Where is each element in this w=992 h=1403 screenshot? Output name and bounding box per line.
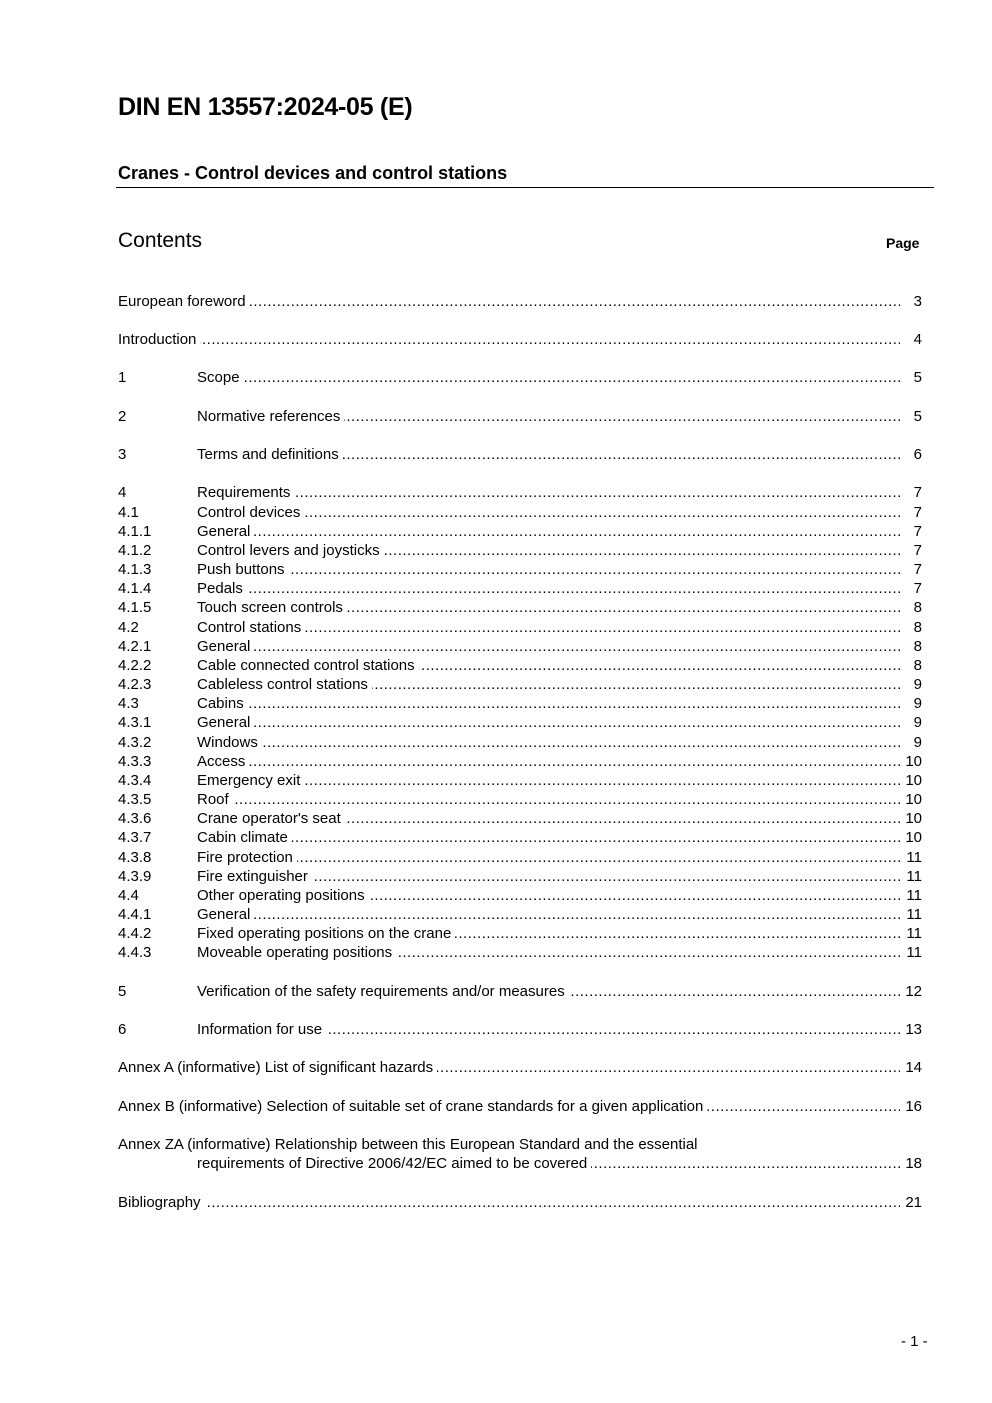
toc-entry[interactable] (118, 1194, 922, 1212)
toc-entry-title: General (197, 906, 254, 923)
toc-leader-dots (197, 849, 900, 867)
toc-entry-page: 9 (911, 695, 922, 713)
toc-entry-number: 4.3.8 (118, 849, 152, 866)
toc-leader-dots (197, 638, 900, 656)
toc-entry[interactable] (118, 331, 922, 349)
toc-entry[interactable] (118, 580, 922, 598)
toc-entry[interactable] (118, 657, 922, 675)
toc-entry-title: Annex B (informative) Selection of suitable set of crane standards for a given application (118, 1098, 707, 1115)
toc-entry-page: 10 (902, 753, 922, 771)
toc-entry[interactable] (118, 944, 922, 962)
toc-entry[interactable] (118, 484, 922, 502)
toc-entry-title: Access (197, 753, 249, 770)
toc-entry[interactable] (118, 1155, 922, 1173)
toc-entry-title: Pedals (197, 580, 247, 597)
toc-entry-page: 18 (902, 1155, 922, 1173)
toc-entry-number: 4.3.2 (118, 734, 152, 751)
toc-leader-dots (197, 829, 900, 847)
toc-entry-title-line1: Annex ZA (informative) Relationship between this European Standard and the essential (118, 1136, 698, 1153)
toc-entry-title: requirements of Directive 2006/42/EC aimed to be covered (197, 1155, 591, 1172)
toc-leader-dots (197, 523, 900, 541)
toc-entry-title: Normative references (197, 408, 344, 425)
toc-entry-title: Annex A (informative) List of significant hazards (118, 1059, 437, 1076)
toc-entry-title: Cabin climate (197, 829, 292, 846)
toc-entry[interactable] (118, 868, 922, 886)
toc-entry-page: 7 (911, 561, 922, 579)
toc-leader-dots (197, 561, 900, 579)
document-subtitle: Cranes - Control devices and control stations (118, 163, 508, 183)
toc-entry-page: 9 (911, 734, 922, 752)
toc-entry-title: Fire protection (197, 849, 297, 866)
toc-entry-page: 7 (911, 504, 922, 522)
toc-entry[interactable] (118, 829, 922, 847)
toc-entry-number: 4.4.1 (118, 906, 152, 923)
toc-entry-title: Other operating positions (197, 887, 369, 904)
toc-entry-page: 16 (902, 1098, 922, 1116)
toc-entry[interactable] (118, 504, 922, 522)
toc-entry-number: 1 (118, 369, 127, 386)
toc-entry-title: Control stations (197, 619, 305, 636)
toc-entry[interactable] (118, 676, 922, 694)
toc-entry-number: 4.3.9 (118, 868, 152, 885)
toc-entry[interactable] (118, 523, 922, 541)
toc-entry-page: 7 (911, 484, 922, 502)
toc-entry-number: 4.3.7 (118, 829, 152, 846)
toc-entry-page: 6 (911, 446, 922, 464)
toc-entry-page: 11 (903, 868, 922, 886)
toc-entry-number: 4.4.2 (118, 925, 152, 942)
toc-entry-number: 4.3.5 (118, 791, 152, 808)
toc-entry-title: General (197, 523, 254, 540)
toc-entry[interactable] (118, 734, 922, 752)
toc-entry-page: 9 (911, 714, 922, 732)
toc-entry-page: 21 (902, 1194, 922, 1212)
toc-entry-title: Cabins (197, 695, 248, 712)
toc-entry-page: 12 (902, 983, 922, 1001)
toc-entry-title: Cable connected control stations (197, 657, 419, 674)
toc-entry[interactable] (118, 561, 922, 579)
toc-entry-number: 2 (118, 408, 127, 425)
toc-entry-page: 14 (902, 1059, 922, 1077)
toc-entry-page: 10 (902, 810, 922, 828)
toc-entry[interactable] (118, 542, 922, 560)
toc-entry-title: Fixed operating positions on the crane (197, 925, 455, 942)
toc-entry-page: 9 (911, 676, 922, 694)
toc-entry-page: 5 (911, 408, 922, 426)
toc-entry-number: 4.4.3 (118, 944, 152, 961)
toc-entry[interactable] (118, 753, 922, 771)
toc-entry-title: Emergency exit (197, 772, 304, 789)
toc-entry-number: 4.3.6 (118, 810, 152, 827)
contents-heading: Contents (118, 229, 203, 252)
toc-entry-title: Terms and definitions (197, 446, 343, 463)
toc-entry[interactable] (118, 695, 922, 713)
page-column-label: Page (886, 235, 920, 251)
toc-entry-title: Introduction (118, 331, 200, 348)
page-number: - 1 - (901, 1333, 928, 1350)
toc-entry-page: 11 (903, 925, 922, 943)
toc-entry-title: General (197, 638, 254, 655)
toc-entry[interactable] (118, 925, 922, 943)
toc-entry-page: 7 (911, 542, 922, 560)
toc-entry[interactable] (118, 983, 922, 1001)
toc-leader-dots (197, 369, 900, 387)
toc-entry-title: Touch screen controls (197, 599, 347, 616)
toc-entry-number: 4.1 (118, 504, 139, 521)
toc-entry[interactable] (118, 408, 922, 426)
toc-entry[interactable] (118, 446, 922, 464)
toc-leader-dots (118, 1194, 900, 1212)
toc-entry-number: 4.3 (118, 695, 139, 712)
toc-entry[interactable] (118, 906, 922, 924)
toc-leader-dots (197, 580, 900, 598)
toc-entry-title: Push buttons (197, 561, 289, 578)
toc-entry-number: 4.1.4 (118, 580, 152, 597)
toc-entry-title: Windows (197, 734, 262, 751)
toc-entry-number: 4 (118, 484, 127, 501)
toc-entry[interactable] (118, 1098, 922, 1116)
toc-entry-page: 10 (902, 772, 922, 790)
toc-entry-page: 11 (903, 849, 922, 867)
toc-leader-dots (197, 714, 900, 732)
document-title: DIN EN 13557:2024-05 (E) (118, 93, 413, 121)
toc-leader-dots (197, 695, 900, 713)
toc-entry[interactable] (118, 887, 922, 905)
toc-entry[interactable] (118, 772, 922, 790)
toc-entry[interactable] (118, 369, 922, 387)
toc-entry-number: 4.2 (118, 619, 139, 636)
toc-entry-number: 4.3.3 (118, 753, 152, 770)
toc-entry-title: Control levers and joysticks (197, 542, 384, 559)
toc-entry[interactable] (118, 791, 922, 809)
toc-entry-page: 8 (911, 599, 922, 617)
toc-entry-title: Scope (197, 369, 244, 386)
toc-entry-page: 10 (902, 829, 922, 847)
toc-entry[interactable] (118, 714, 922, 732)
toc-entry[interactable] (118, 599, 922, 617)
toc-entry-title: Crane operator's seat (197, 810, 345, 827)
toc-entry-number: 5 (118, 983, 127, 1000)
toc-entry-page: 4 (911, 331, 922, 349)
toc-entry-page: 13 (902, 1021, 922, 1039)
toc-entry-number: 4.3.4 (118, 772, 152, 789)
toc-entry-page: 8 (911, 657, 922, 675)
toc-entry-title: Fire extinguisher (197, 868, 312, 885)
toc-entry-page: 11 (903, 887, 922, 905)
toc-entry-page: 5 (911, 369, 922, 387)
toc-entry-title: Roof (197, 791, 233, 808)
toc-entry[interactable] (118, 293, 922, 311)
toc-entry-page: 7 (911, 580, 922, 598)
toc-entry-number: 4.2.2 (118, 657, 152, 674)
toc-leader-dots (197, 734, 900, 752)
toc-entry-title: Bibliography (118, 1194, 205, 1211)
toc-entry-number: 4.3.1 (118, 714, 152, 731)
toc-entry-number: 3 (118, 446, 127, 463)
toc-entry-number: 4.1.2 (118, 542, 152, 559)
toc-entry[interactable] (118, 1021, 922, 1039)
toc-entry-page: 10 (902, 791, 922, 809)
toc-entry-number: 4.2.1 (118, 638, 152, 655)
toc-entry-number: 4.2.3 (118, 676, 152, 693)
toc-leader-dots (118, 331, 900, 349)
toc-entry-title: General (197, 714, 254, 731)
toc-entry-title: Moveable operating positions (197, 944, 396, 961)
toc-entry-title: Control devices (197, 504, 304, 521)
toc-entry-title: Information for use (197, 1021, 326, 1038)
toc-leader-dots (197, 484, 900, 502)
toc-entry-number: 4.4 (118, 887, 139, 904)
toc-entry-page: 7 (911, 523, 922, 541)
toc-entry[interactable] (118, 638, 922, 656)
toc-entry-page: 8 (911, 638, 922, 656)
toc-entry[interactable] (118, 619, 922, 637)
toc-entry-page: 8 (911, 619, 922, 637)
toc-entry-number: 4.1.5 (118, 599, 152, 616)
toc-entry-title: European foreword (118, 293, 250, 310)
toc-leader-dots (197, 753, 900, 771)
toc-leader-dots (197, 791, 900, 809)
toc-entry-number: 4.1.1 (118, 523, 152, 540)
toc-entry-page: 3 (911, 293, 922, 311)
toc-entry[interactable] (118, 849, 922, 867)
toc-entry-page: 11 (903, 944, 922, 962)
toc-entry-number: 6 (118, 1021, 127, 1038)
toc-entry-number: 4.1.3 (118, 561, 152, 578)
toc-entry-title: Requirements (197, 484, 294, 501)
toc-entry-title: Cableless control stations (197, 676, 372, 693)
toc-entry-page: 11 (903, 906, 922, 924)
toc-entry-title: Verification of the safety requirements and/or measures (197, 983, 569, 1000)
toc-entry[interactable] (118, 810, 922, 828)
title-underline (116, 187, 934, 188)
toc-entry[interactable] (118, 1059, 922, 1077)
toc-leader-dots (197, 906, 900, 924)
